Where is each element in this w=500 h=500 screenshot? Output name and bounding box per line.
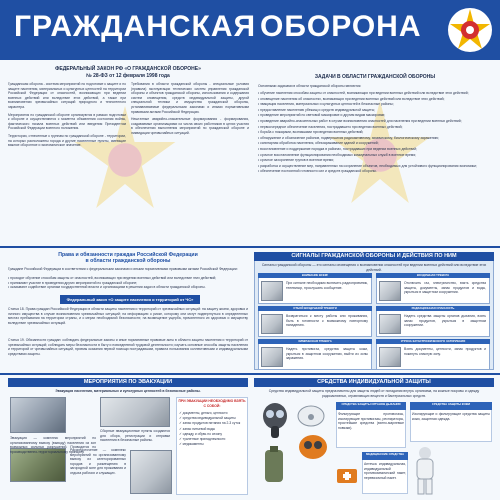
rights-item: • принимают участие в проведении других мероприятий по гражданской обороне; — [8, 280, 138, 285]
signal-action: Отключить газ, электричество, взять средства защиты, документы, запас продуктов и воды, укрыться в защитном сооружении. — [404, 281, 486, 295]
ppe-group-text: Фильтрующие противогазы, изолирующие противогазы, респираторы, простейшие средства (ватно-марлевые повязки). — [338, 412, 404, 430]
rights-article-18: Статья 18. Права граждан Российской Федерации в области защиты населения и территорий от чрезвычайных ситуаций: на защиту жизни, здоровья и личного имущества в случае возникновения чрезвычайных ситуаций; на информацию о риске, которому они могут подвергнуться в определенных местах пребывания на территории страны, и о мерах необходимой безопасности; на возмещение ущерба, причиненного их здоровью и имуществу вследствие чрезвычайных ситуаций. — [8, 307, 248, 325]
signal-action: Возвратиться к месту работы или проживания, быть в готовности к возможному повторному нападению. — [286, 314, 368, 328]
signal-action: Взять документы, ценности, запас продуктов и покинуть опасную зону. — [404, 347, 486, 356]
signal-illustration — [261, 314, 283, 334]
filter-canister-icon — [262, 446, 286, 486]
task-item: • обеспечение постоянной готовности сил и средств гражданской обороны. — [258, 169, 377, 174]
title-right: ОБОРОНА — [260, 10, 422, 43]
task-item: • первоочередное обеспечение населения, пострадавшего при ведении военных действий; — [258, 124, 403, 129]
task-item: • обучение населения способам защиты от опасностей, возникающих при ведении военных действий или вследствие этих действий; — [258, 91, 469, 95]
rights-intro: Граждане Российской Федерации в соответствии с федеральными законами и иными нормативными правовыми актами Российской Федерации: — [8, 267, 238, 271]
checklist-item: ✓ запас питьевой воды — [179, 426, 215, 431]
signal-illustration — [379, 347, 401, 367]
protective-suit-icon — [410, 446, 440, 496]
title-left: ГРАЖДАНСКАЯ — [14, 10, 257, 43]
checklist-items — [179, 411, 246, 493]
signal-name: ВОЗДУШНАЯ ТРЕВОГА — [376, 273, 490, 278]
evacuation-title: МЕРОПРИЯТИЯ ПО ЭВАКУАЦИИ — [8, 378, 248, 387]
law-title — [8, 66, 248, 79]
signal-illustration — [379, 281, 401, 301]
law-col1-p3: Территории, отнесенные к группам по гражданской обороне - территории, на которых расположены города и другие населенные пункты, имеющие важное оборонное и экономическое значение. — [8, 133, 126, 148]
evacuation-col-a: Эвакуация — комплекс мероприятий по организованному вывозу (выводу) населения из зон возможных сильных разрушений. Проводится по производственно-территориальному принципу. — [10, 436, 96, 454]
evacuation-col-b: Рассредоточение — комплекс мероприятий по организованному вывозу из категорированных городов и размещению в загородной зоне для проживания и отдыха рабочих и служащих. — [70, 448, 126, 475]
law-col1-p1: Гражданская оборона - система мероприятий по подготовке к защите и по защите населения, материальных и культурных ценностей на территории Российской Федерации от опасностей, возникающих при ведении военных действий или вследствие этих действий, а также при возникновении чрезвычайных ситуаций природного и техногенного характера. — [8, 82, 126, 109]
respirator-icon — [296, 404, 326, 428]
evacuation-crowd-photo — [100, 397, 170, 427]
divider-top — [0, 246, 500, 248]
law-col1-p2: Мероприятия по гражданской обороне организуются в рамках подготовки к обороне и осуществляются с момента объявления состояния войны, фактического начала военных действий или введения Президентом Российской Федерации военного положения. — [8, 112, 126, 131]
task-item: • оповещение населения об опасностях, возникающих при ведении военных действий или вследствие этих действий; — [258, 96, 445, 101]
rights-item: • проходят обучение способам защиты от опасностей, возникающих при ведении военных действий или вследствие этих действий; — [8, 276, 217, 280]
signal-action: Надеть средства защиты органов дыхания, взять запас продуктов, укрыться в защитном сооружении. — [404, 314, 486, 328]
evacuation-shelter-photo — [130, 450, 172, 494]
ppe-group-title: СРЕДСТВА ЗАЩИТЫ ОРГАНОВ ДЫХАНИЯ — [336, 402, 406, 410]
rights-article-19: Статья 19. Обязанности граждан: соблюдать федеральные законы и иные нормативные правовые акты в области защиты населения и территорий от чрезвычайных ситуаций; соблюдать меры безопасности в быту и повседневной трудовой деятельности; изучать основные способы защиты населения и территорий от чрезвычайных ситуаций, приемы оказания первой помощи пострадавшим, правила пользования коллективными и индивидуальными средствами защиты. — [8, 338, 248, 356]
first-aid-kit-icon — [336, 466, 358, 484]
evacuation-lead: Эвакуация населения, материальных и культурных ценностей в безопасные районы. — [55, 389, 201, 393]
law-title-line2: № 28-ФЗ от 12 февраля 1998 года — [86, 73, 170, 79]
signal-name: ОТБОЙ ВОЗДУШНОЙ ТРЕВОГИ — [258, 306, 372, 311]
checklist-item: ✓ средства индивидуальной защиты — [179, 416, 236, 421]
checklist-item: ✓ документы, деньги, ценности — [179, 411, 228, 415]
evacuation-bus-photo — [10, 397, 66, 433]
gas-mask-icon — [258, 402, 292, 442]
evacuation-col-c: Сборные эвакуационные пункты создаются для сбора, регистрации и отправки населения в безопасные районы. — [100, 429, 170, 443]
header-banner — [0, 0, 500, 60]
rights-title-line2: в области гражданской обороны — [85, 258, 171, 264]
task-item: • восстановление и поддержание порядка в районах, пострадавших при ведении военных действий; — [258, 146, 418, 151]
signal-illustration — [379, 314, 401, 334]
task-item: • борьба с пожарами, возникшими при ведении военных действий; — [258, 130, 364, 135]
task-item: • обнаружение и обозначение районов, подвергшихся радиоактивному, химическому, биологическому заражению; — [258, 135, 439, 140]
tasks-title: ЗАДАЧИ В ОБЛАСТИ ГРАЖДАНСКОЙ ОБОРОНЫ — [314, 74, 436, 80]
task-item: • проведение аварийно-спасательных работ в случае возникновения опасностей для населения при ведении военных действий; — [258, 118, 462, 123]
rights-item: • оказывают содействие органам государственной власти и организациям в решении задач в области гражданской обороны. — [8, 285, 206, 290]
signals-note: Сигналы гражданской обороны — это сигналы оповещения о возникновении опасностей при ведении военных действий или вследствие этих действий. — [261, 263, 487, 272]
ppe-title: СРЕДСТВА ИНДИВИДУАЛЬНОЙ ЗАЩИТЫ — [254, 378, 494, 387]
rights-list — [8, 276, 248, 296]
ppe-group-title: МЕДИЦИНСКИЕ СРЕДСТВА — [362, 452, 408, 460]
checklist-item: ✓ одежду и обувь по сезону — [179, 431, 223, 436]
task-item: • санитарная обработка населения, обеззараживание зданий и сооружений; — [258, 141, 379, 146]
signal-action: Надеть противогаз, средства защиты кожи, укрыться в защитном сооружении, выйти из зоны заражения. — [286, 347, 368, 361]
ppe-group-text: Аптечка индивидуальная, индивидуальный противохимический пакет, перевязочный пакет. — [364, 462, 406, 480]
rights-subtitle: Федеральный закон «О защите населения и территорий от ЧС» — [60, 295, 200, 304]
law-col2-p2: Нештатные аварийно-спасательные формирования - формирования, создаваемые организациями из числа своих работников в целях участия в обеспечении выполнения мероприятий по гражданской обороне и ликвидации чрезвычайных ситуаций. — [131, 117, 249, 135]
ppe-group-title: СРЕДСТВА ЗАЩИТЫ КОЖИ — [410, 402, 492, 410]
tasks-intro: Основными задачами в области гражданской обороны являются: — [258, 84, 362, 88]
law-col2-p1: Требования в области гражданской обороны - специальные условия (правила) эксплуатации технических систем управления гражданской обороны и объектов гражданской обороны, использования и содержания систем оповещения, средств индивидуальной защиты, другой специальной техники и имущества гражданской обороны, устанавливаемые федеральными законами и иными нормативными правовыми актами Российской Федерации. — [131, 82, 249, 114]
signal-illustration — [261, 281, 283, 301]
checklist-item: ✓ запас продуктов питания на 2-3 суток — [179, 421, 241, 426]
task-item: • эвакуация населения, материальных и культурных ценностей в безопасные районы; — [258, 102, 394, 107]
task-item: • разработка и осуществление мер, направленных на сохранение объектов, необходимых для устойчивого функционирования экономики; — [258, 163, 477, 168]
signal-action: При сигнале необходимо включить радиоприемник, телевизор, прослушать сообщение. — [286, 281, 368, 290]
ppe-lead: Средства индивидуальной защиты предназначены для защиты людей от попадания внутрь организма, на кожные покровы и одежду радиоактивных, отравляющих веществ и бактериальных средств. — [268, 389, 480, 398]
law-title-line1: ФЕДЕРАЛЬНЫЙ ЗАКОН РФ «О ГРАЖДАНСКОЙ ОБОРОНЕ» — [55, 66, 201, 72]
orange-mask-icon — [296, 432, 330, 462]
tasks-list — [258, 91, 492, 243]
law-col2 — [131, 82, 249, 242]
law-col1 — [8, 82, 126, 242]
checklist-item: ✓ туалетные принадлежности — [179, 437, 226, 442]
task-item: • предоставление населению убежищ и средств индивидуальной защиты; — [258, 107, 375, 112]
checklist-item: ✓ медикаменты — [179, 442, 204, 447]
checklist-title: ПРИ ЭВАКУАЦИИ НЕОБХОДИМО ВЗЯТЬ С СОБОЙ: — [178, 399, 246, 408]
mchs-emblem-icon — [446, 6, 494, 54]
signal-name: РАДИАЦИОННАЯ ОПАСНОСТЬ — [376, 306, 490, 311]
rights-title-line1: Права и обязанности граждан Российской Федерации — [58, 252, 198, 258]
signal-illustration — [261, 347, 283, 367]
signal-name: УГРОЗА КАТАСТРОФИЧЕСКОГО ЗАТОПЛЕНИЯ — [376, 339, 490, 344]
signal-name: ВНИМАНИЕ ВСЕМ! — [258, 273, 372, 278]
signals-title: СИГНАЛЫ ГРАЖДАНСКОЙ ОБОРОНЫ И ДЕЙСТВИЯ ПО НИМ — [254, 252, 494, 261]
task-item: • проведение мероприятий по световой маскировке и другим видам маскировки; — [258, 113, 386, 118]
task-item: • срочное восстановление функционирования необходимых коммунальных служб в военное время; — [258, 152, 416, 157]
divider-bottom — [0, 373, 500, 375]
rights-title — [8, 252, 248, 264]
signal-name: ХИМИЧЕСКАЯ ТРЕВОГА — [258, 339, 372, 344]
task-item: • срочное захоронение трупов в военное время; — [258, 158, 334, 163]
ppe-group-text: Изолирующие и фильтрующие средства защиты кожи, защитная одежда. — [412, 412, 490, 421]
